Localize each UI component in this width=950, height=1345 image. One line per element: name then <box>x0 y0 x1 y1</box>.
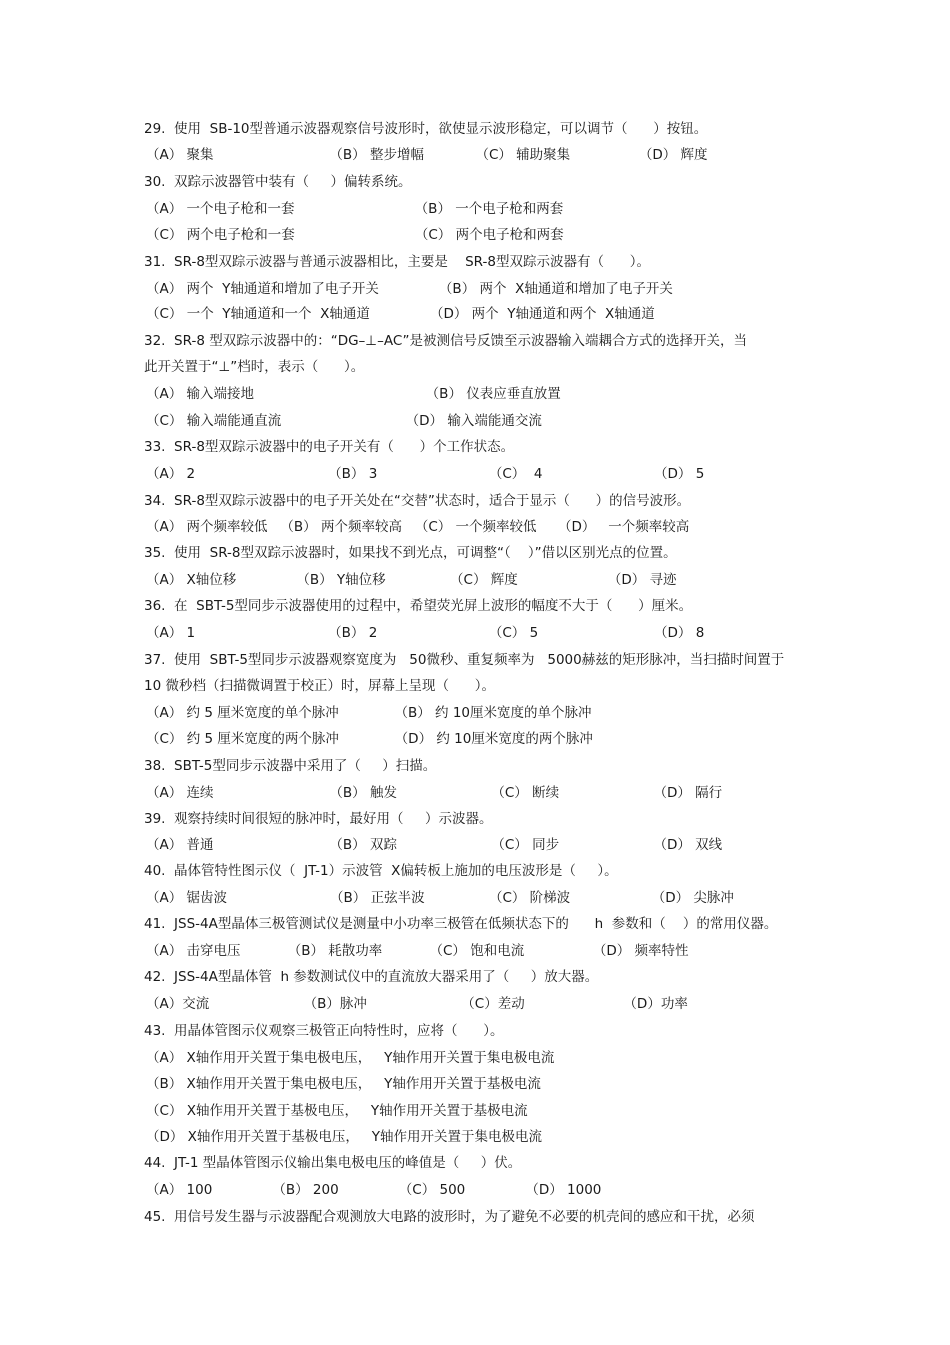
options-42: （A）交流 （B）脉冲 （C）差动 （D）功率 <box>146 996 688 1012</box>
options-39: （A） 普通 （B） 双踪 （C） 同步 （D） 双线 <box>146 837 723 853</box>
options-44: （A） 100 （B） 200 （C） 500 （D） 1000 <box>146 1182 602 1198</box>
options-29: （A） 聚集 （B） 整步增幅 （C） 辅助聚集 （D） 辉度 <box>146 147 708 163</box>
question-41: 41. JSS-4A型晶体三极管测试仪是测量中小功率三极管在低频状态下的 h 参数和（ ）的常用仪器。 <box>144 916 778 932</box>
question-45: 45. 用信号发生器与示波器配合观测放大电路的波形时，为了避免不必要的机壳间的感应和干扰，必须 <box>144 1209 755 1225</box>
question-32: 32. SR-8 型双踪示波器中的：“DG–⊥–AC”是被测信号反馈至示波器输入端耦合方式的选择开关，当 <box>144 333 747 349</box>
question-42: 42. JSS-4A型晶体管 h 参数测试仪中的直流放大器采用了（ ）放大器。 <box>144 969 599 985</box>
question-38: 38. SBT-5型同步示波器中采用了（ ）扫描。 <box>144 758 437 774</box>
options-41: （A） 击穿电压 （B） 耗散功率 （C） 饱和电流 （D） 频率特性 <box>146 943 689 959</box>
question-31: 31. SR-8型双踪示波器与普通示波器相比，主要是 SR-8型双踪示波器有（ ）。 <box>144 254 650 270</box>
options-43-b: （B） X轴作用开关置于集电极电压， Y轴作用开关置于基极电流 <box>146 1076 541 1092</box>
question-29: 29. 使用 SB-10型普通示波器观察信号波形时，欲使显示波形稳定，可以调节（ ）按钮。 <box>144 121 708 137</box>
options-37-row-2: （C） 约 5 厘米宽度的两个脉冲 （D） 约 10厘米宽度的两个脉冲 <box>146 731 593 747</box>
options-37-row-1: （A） 约 5 厘米宽度的单个脉冲 （B） 约 10厘米宽度的单个脉冲 <box>146 705 592 721</box>
question-39: 39. 观察持续时间很短的脉冲时，最好用（ ）示波器。 <box>144 811 493 827</box>
options-35: （A） X轴位移 （B） Y轴位移 （C） 辉度 （D） 寻迹 <box>146 572 677 588</box>
question-30: 30. 双踪示波器管中装有（ ）偏转系统。 <box>144 174 412 190</box>
question-37-continued: 10 微秒档（扫描微调置于校正）时，屏幕上呈现（ ）。 <box>144 678 495 694</box>
options-32-row-1: （A） 输入端接地 （B） 仪表应垂直放置 <box>146 386 561 402</box>
question-44: 44. JT-1 型晶体管图示仪输出集电极电压的峰值是（ ）伏。 <box>144 1155 522 1171</box>
question-36: 36. 在 SBT-5型同步示波器使用的过程中，希望荧光屏上波形的幅度不大于（ ）厘米。 <box>144 598 693 614</box>
options-43-d: （D） X轴作用开关置于基极电压， Y轴作用开关置于集电极电流 <box>146 1129 543 1145</box>
options-43-c: （C） X轴作用开关置于基极电压， Y轴作用开关置于基极电流 <box>146 1103 528 1119</box>
question-35: 35. 使用 SR-8型双踪示波器时，如果找不到光点，可调整“（ ）”借以区别光点的位置。 <box>144 545 677 561</box>
question-34: 34. SR-8型双踪示波器中的电子开关处在“交替”状态时，适合于显示（ ）的信号波形。 <box>144 493 691 509</box>
options-34: （A） 两个频率较低 （B） 两个频率较高 （C） 一个频率较低 （D） 一个频率较高 <box>146 519 690 535</box>
options-36: （A） 1 （B） 2 （C） 5 （D） 8 <box>146 625 705 641</box>
question-43: 43. 用晶体管图示仪观察三极管正向特性时，应将（ ）。 <box>144 1023 504 1039</box>
options-30-row-1: （A） 一个电子枪和一套 （B） 一个电子枪和两套 <box>146 201 564 217</box>
options-43-a: （A） X轴作用开关置于集电极电压， Y轴作用开关置于集电极电流 <box>146 1050 555 1066</box>
question-40: 40. 晶体管特性图示仪（ JT-1）示波管 X偏转板上施加的电压波形是（ ）。 <box>144 863 618 879</box>
options-33: （A） 2 （B） 3 （C） 4 （D） 5 <box>146 466 705 482</box>
options-40: （A） 锯齿波 （B） 正弦半波 （C） 阶梯波 （D） 尖脉冲 <box>146 890 734 906</box>
options-31-row-1: （A） 两个 Y轴通道和增加了电子开关 （B） 两个 X轴通道和增加了电子开关 <box>146 281 673 297</box>
options-30-row-2: （C） 两个电子枪和一套 （C） 两个电子枪和两套 <box>146 227 564 243</box>
question-37: 37. 使用 SBT-5型同步示波器观察宽度为 50微秒、重复频率为 5000赫兹的矩形脉冲，当扫描时间置于 <box>144 652 785 668</box>
options-38: （A） 连续 （B） 触发 （C） 断续 （D） 隔行 <box>146 785 723 801</box>
options-31-row-2: （C） 一个 Y轴通道和一个 X轴通道 （D） 两个 Y轴通道和两个 X轴通道 <box>146 306 655 322</box>
options-32-row-2: （C） 输入端能通直流 （D） 输入端能通交流 <box>146 413 542 429</box>
question-33: 33. SR-8型双踪示波器中的电子开关有（ ）个工作状态。 <box>144 439 515 455</box>
question-32-continued: 此开关置于“⊥”档时，表示（ ）。 <box>144 359 365 375</box>
